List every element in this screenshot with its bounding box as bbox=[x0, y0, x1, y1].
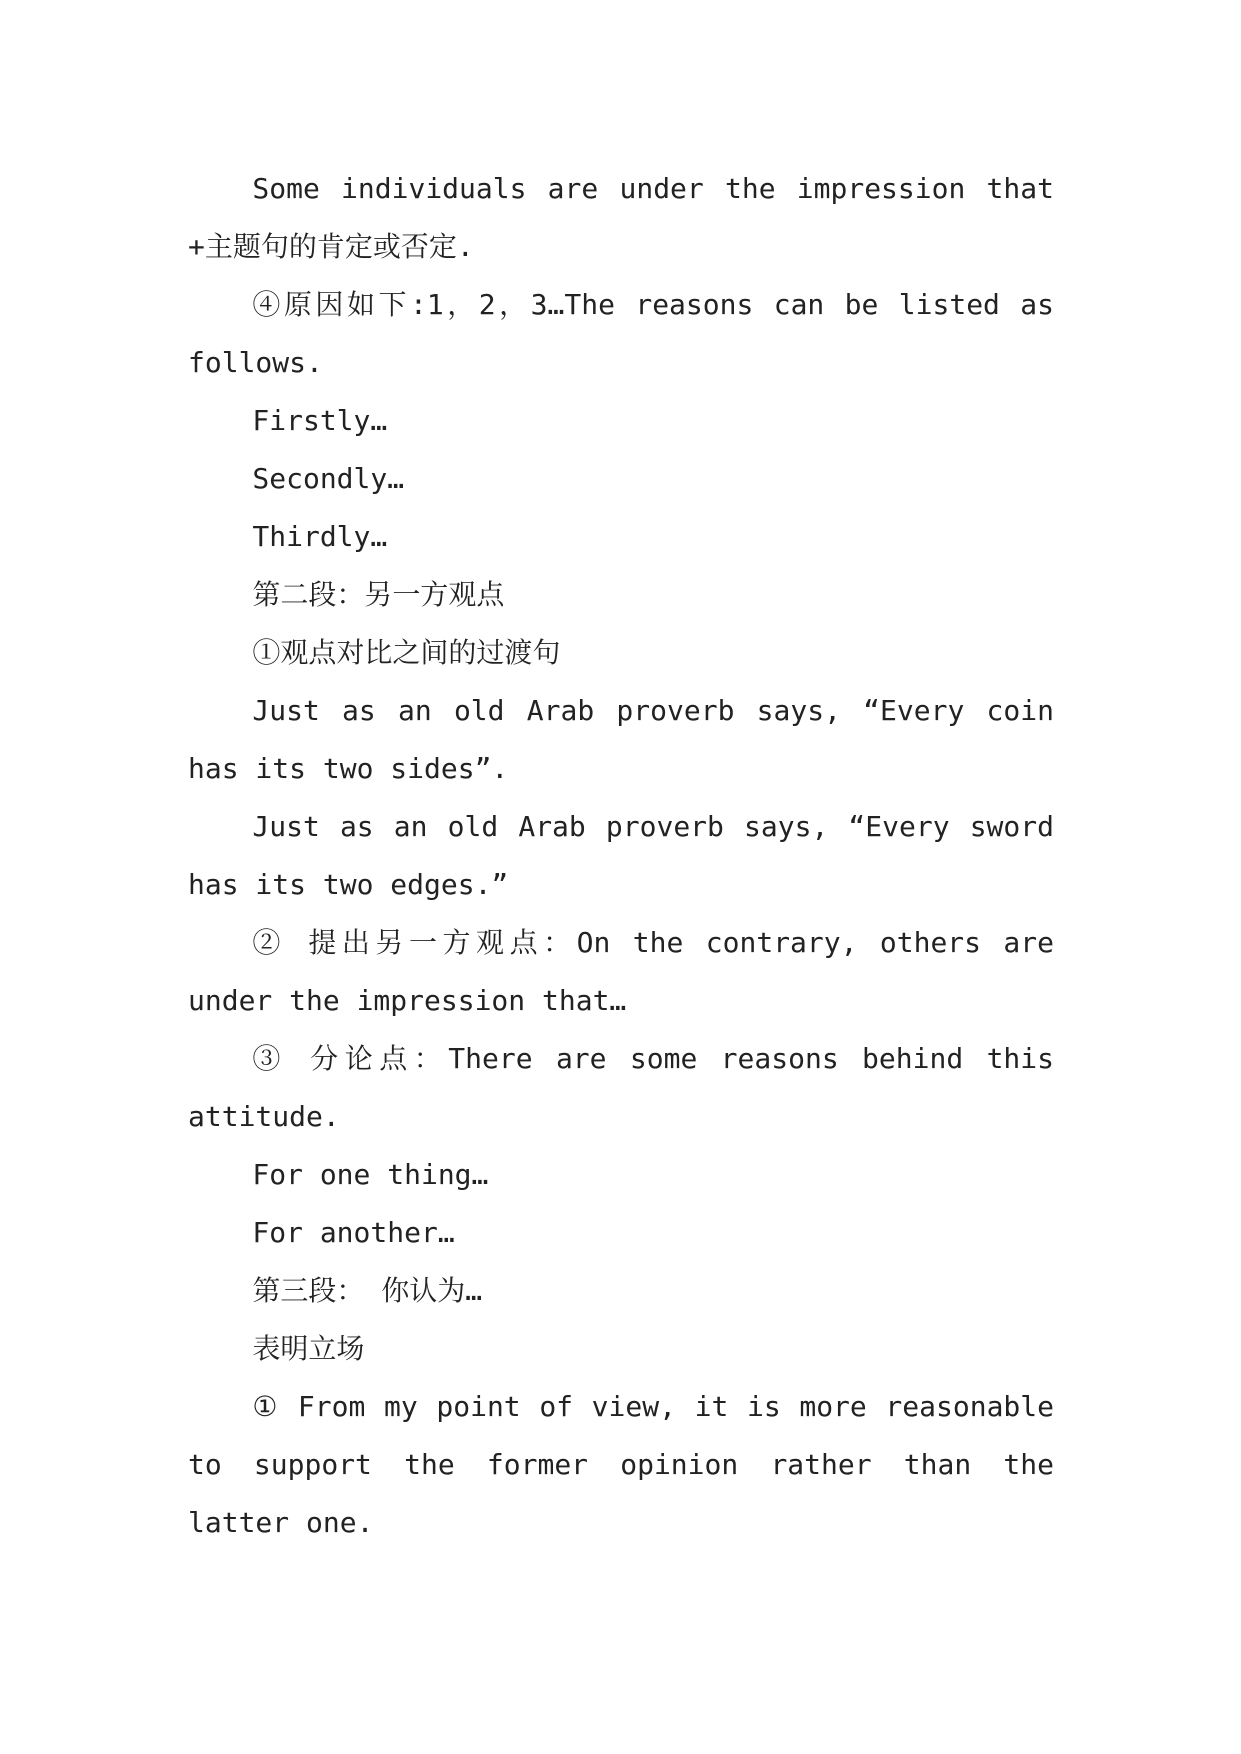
paragraph-impression: Some individuals are under the impression that +主题句的肯定或否定. bbox=[188, 172, 1054, 263]
paragraph-transition: ①观点对比之间的过渡句 bbox=[252, 636, 561, 669]
paragraph-for-another: For another… bbox=[252, 1216, 455, 1249]
paragraph-contrary: ② 提出另一方观点：On the contrary, others are under the impression that… bbox=[188, 926, 1054, 1017]
section-heading-second: 第二段：另一方观点 bbox=[252, 578, 505, 611]
section-heading-third: 第三段： 你认为… bbox=[252, 1274, 483, 1307]
document-body bbox=[188, 160, 1054, 1552]
paragraph-for-one-thing: For one thing… bbox=[252, 1158, 489, 1191]
paragraph-point-of-view: ① From my point of view, it is more reasonable to support the former opinion rather than the latter one. bbox=[188, 1390, 1054, 1539]
paragraph-secondly: Secondly… bbox=[252, 462, 405, 495]
paragraph-reasons: ④原因如下:1，2，3…The reasons can be listed as follows. bbox=[188, 288, 1054, 379]
paragraph-stance: 表明立场 bbox=[252, 1332, 365, 1365]
paragraph-sub-points: ③ 分论点：There are some reasons behind this attitude. bbox=[188, 1042, 1054, 1133]
paragraph-thirdly: Thirdly… bbox=[252, 520, 388, 553]
paragraph-proverb-sword: Just as an old Arab proverb says, “Every sword has its two edges.” bbox=[188, 810, 1054, 901]
paragraph-firstly: Firstly… bbox=[252, 404, 388, 437]
paragraph-proverb-coin: Just as an old Arab proverb says, “Every coin has its two sides”. bbox=[188, 694, 1054, 785]
